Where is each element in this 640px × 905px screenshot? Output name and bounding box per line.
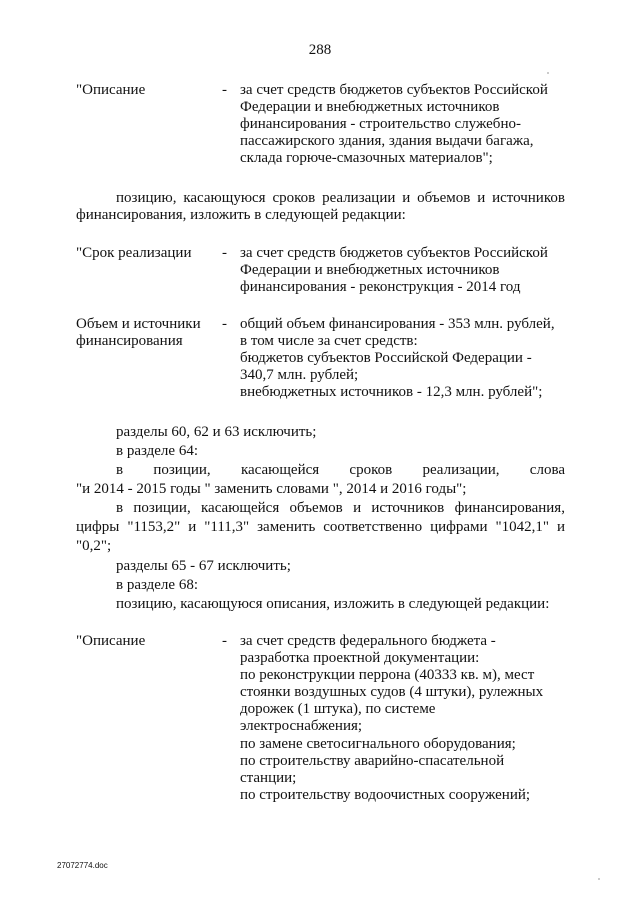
- scan-speck: [598, 878, 600, 880]
- definition-line: финансирования - строительство служебно-: [240, 116, 521, 132]
- definition-line: Федерации и внебюджетных источников: [240, 99, 500, 115]
- paragraph-line: "0,2";: [76, 538, 112, 554]
- word: заменить: [257, 519, 316, 535]
- word: объемов: [289, 500, 343, 516]
- word: касающейся: [201, 500, 280, 516]
- word: финансирования,: [454, 500, 565, 516]
- word: сроков: [272, 190, 316, 206]
- word: и: [353, 500, 362, 516]
- paragraph-line-justified: [116, 462, 565, 479]
- definition-line: за счет средств федерального бюджета -: [240, 633, 496, 649]
- term-dash: -: [222, 633, 227, 649]
- definition-line: по замене светосигнального оборудования;: [240, 736, 516, 752]
- paragraph-line: в разделе 64:: [116, 443, 198, 459]
- definition-line: дорожек (1 штука), по системе: [240, 701, 436, 717]
- definition-line: разработка проектной документации:: [240, 650, 480, 666]
- word: и: [556, 519, 565, 535]
- term-funding: финансирования: [76, 333, 183, 349]
- footer-filename: 27072774.doc: [57, 861, 108, 870]
- word: объемов: [417, 190, 471, 206]
- term-description: "Описание: [76, 82, 146, 98]
- word: "1042,1": [495, 519, 549, 535]
- scan-speck: [547, 72, 549, 74]
- definition-line: в том числе за счет средств:: [240, 333, 418, 349]
- definition-line: за счет средств бюджетов субъектов Российской: [240, 82, 548, 98]
- term-dash: -: [222, 245, 227, 261]
- term-term: "Срок реализации: [76, 245, 192, 261]
- word: в: [116, 500, 124, 516]
- word: позицию,: [116, 190, 177, 206]
- word: "111,3": [204, 519, 250, 535]
- definition-line: Федерации и внебюджетных источников: [240, 262, 500, 278]
- definition-line: общий объем финансирования - 353 млн. рублей,: [240, 316, 555, 332]
- paragraph-line: позицию, касающуюся описания, изложить в следующей редакции:: [116, 596, 550, 612]
- word: касающуюся: [183, 190, 266, 206]
- word: соответственно: [323, 519, 423, 535]
- definition-line: стоянки воздушных судов (4 штуки), рулежных: [240, 684, 544, 700]
- word: "1153,2": [127, 519, 181, 535]
- word: и: [477, 190, 486, 206]
- definition-line: пассажирского здания, здания выдачи багажа,: [240, 133, 534, 149]
- definition-line: по строительству водоочистных сооружений;: [240, 787, 531, 803]
- term-dash: -: [222, 316, 227, 332]
- paragraph-line-justified: [116, 500, 565, 517]
- word: цифры: [76, 519, 120, 535]
- definition-line: по строительству аварийно-спасательной: [240, 753, 505, 769]
- word: источников: [371, 500, 445, 516]
- word: слова: [529, 462, 565, 478]
- term-dash: -: [222, 82, 227, 98]
- word: и: [402, 190, 411, 206]
- definition-line: по реконструкции перрона (40333 кв. м), мест: [240, 667, 535, 683]
- paragraph-line: разделы 65 - 67 исключить;: [116, 558, 291, 574]
- word: источников: [492, 190, 565, 206]
- word: сроков: [349, 462, 393, 478]
- definition-line: электроснабжения;: [240, 718, 363, 734]
- definition-line: бюджетов субъектов Российской Федерации -: [240, 350, 532, 366]
- definition-line: 340,7 млн. рублей;: [240, 367, 359, 383]
- word: в: [116, 462, 124, 478]
- word: цифрами: [430, 519, 488, 535]
- paragraph-line: финансирования, изложить в следующей редакции:: [76, 207, 406, 223]
- definition-line: за счет средств бюджетов субъектов Российской: [240, 245, 548, 261]
- word: позиции,: [153, 462, 211, 478]
- paragraph-line: разделы 60, 62 и 63 исключить;: [116, 424, 317, 440]
- definition-line: станции;: [240, 770, 297, 786]
- paragraph-line-justified: [116, 190, 565, 207]
- term-funding: Объем и источники: [76, 316, 201, 332]
- paragraph-line-justified: [76, 519, 565, 536]
- word: позиции,: [133, 500, 191, 516]
- definition-line: внебюджетных источников - 12,3 млн. рублей";: [240, 384, 543, 400]
- word: реализации,: [422, 462, 500, 478]
- paragraph-line: "и 2014 - 2015 годы " заменить словами ", 2014 и 2016 годы";: [76, 481, 467, 497]
- term-description: "Описание: [76, 633, 146, 649]
- word: и: [188, 519, 197, 535]
- definition-line: финансирования - реконструкция - 2014 год: [240, 279, 521, 295]
- page-number: 288: [308, 42, 332, 58]
- word: касающейся: [240, 462, 320, 478]
- paragraph-line: в разделе 68:: [116, 577, 198, 593]
- definition-line: склада горюче-смазочных материалов";: [240, 150, 493, 166]
- word: реализации: [322, 190, 396, 206]
